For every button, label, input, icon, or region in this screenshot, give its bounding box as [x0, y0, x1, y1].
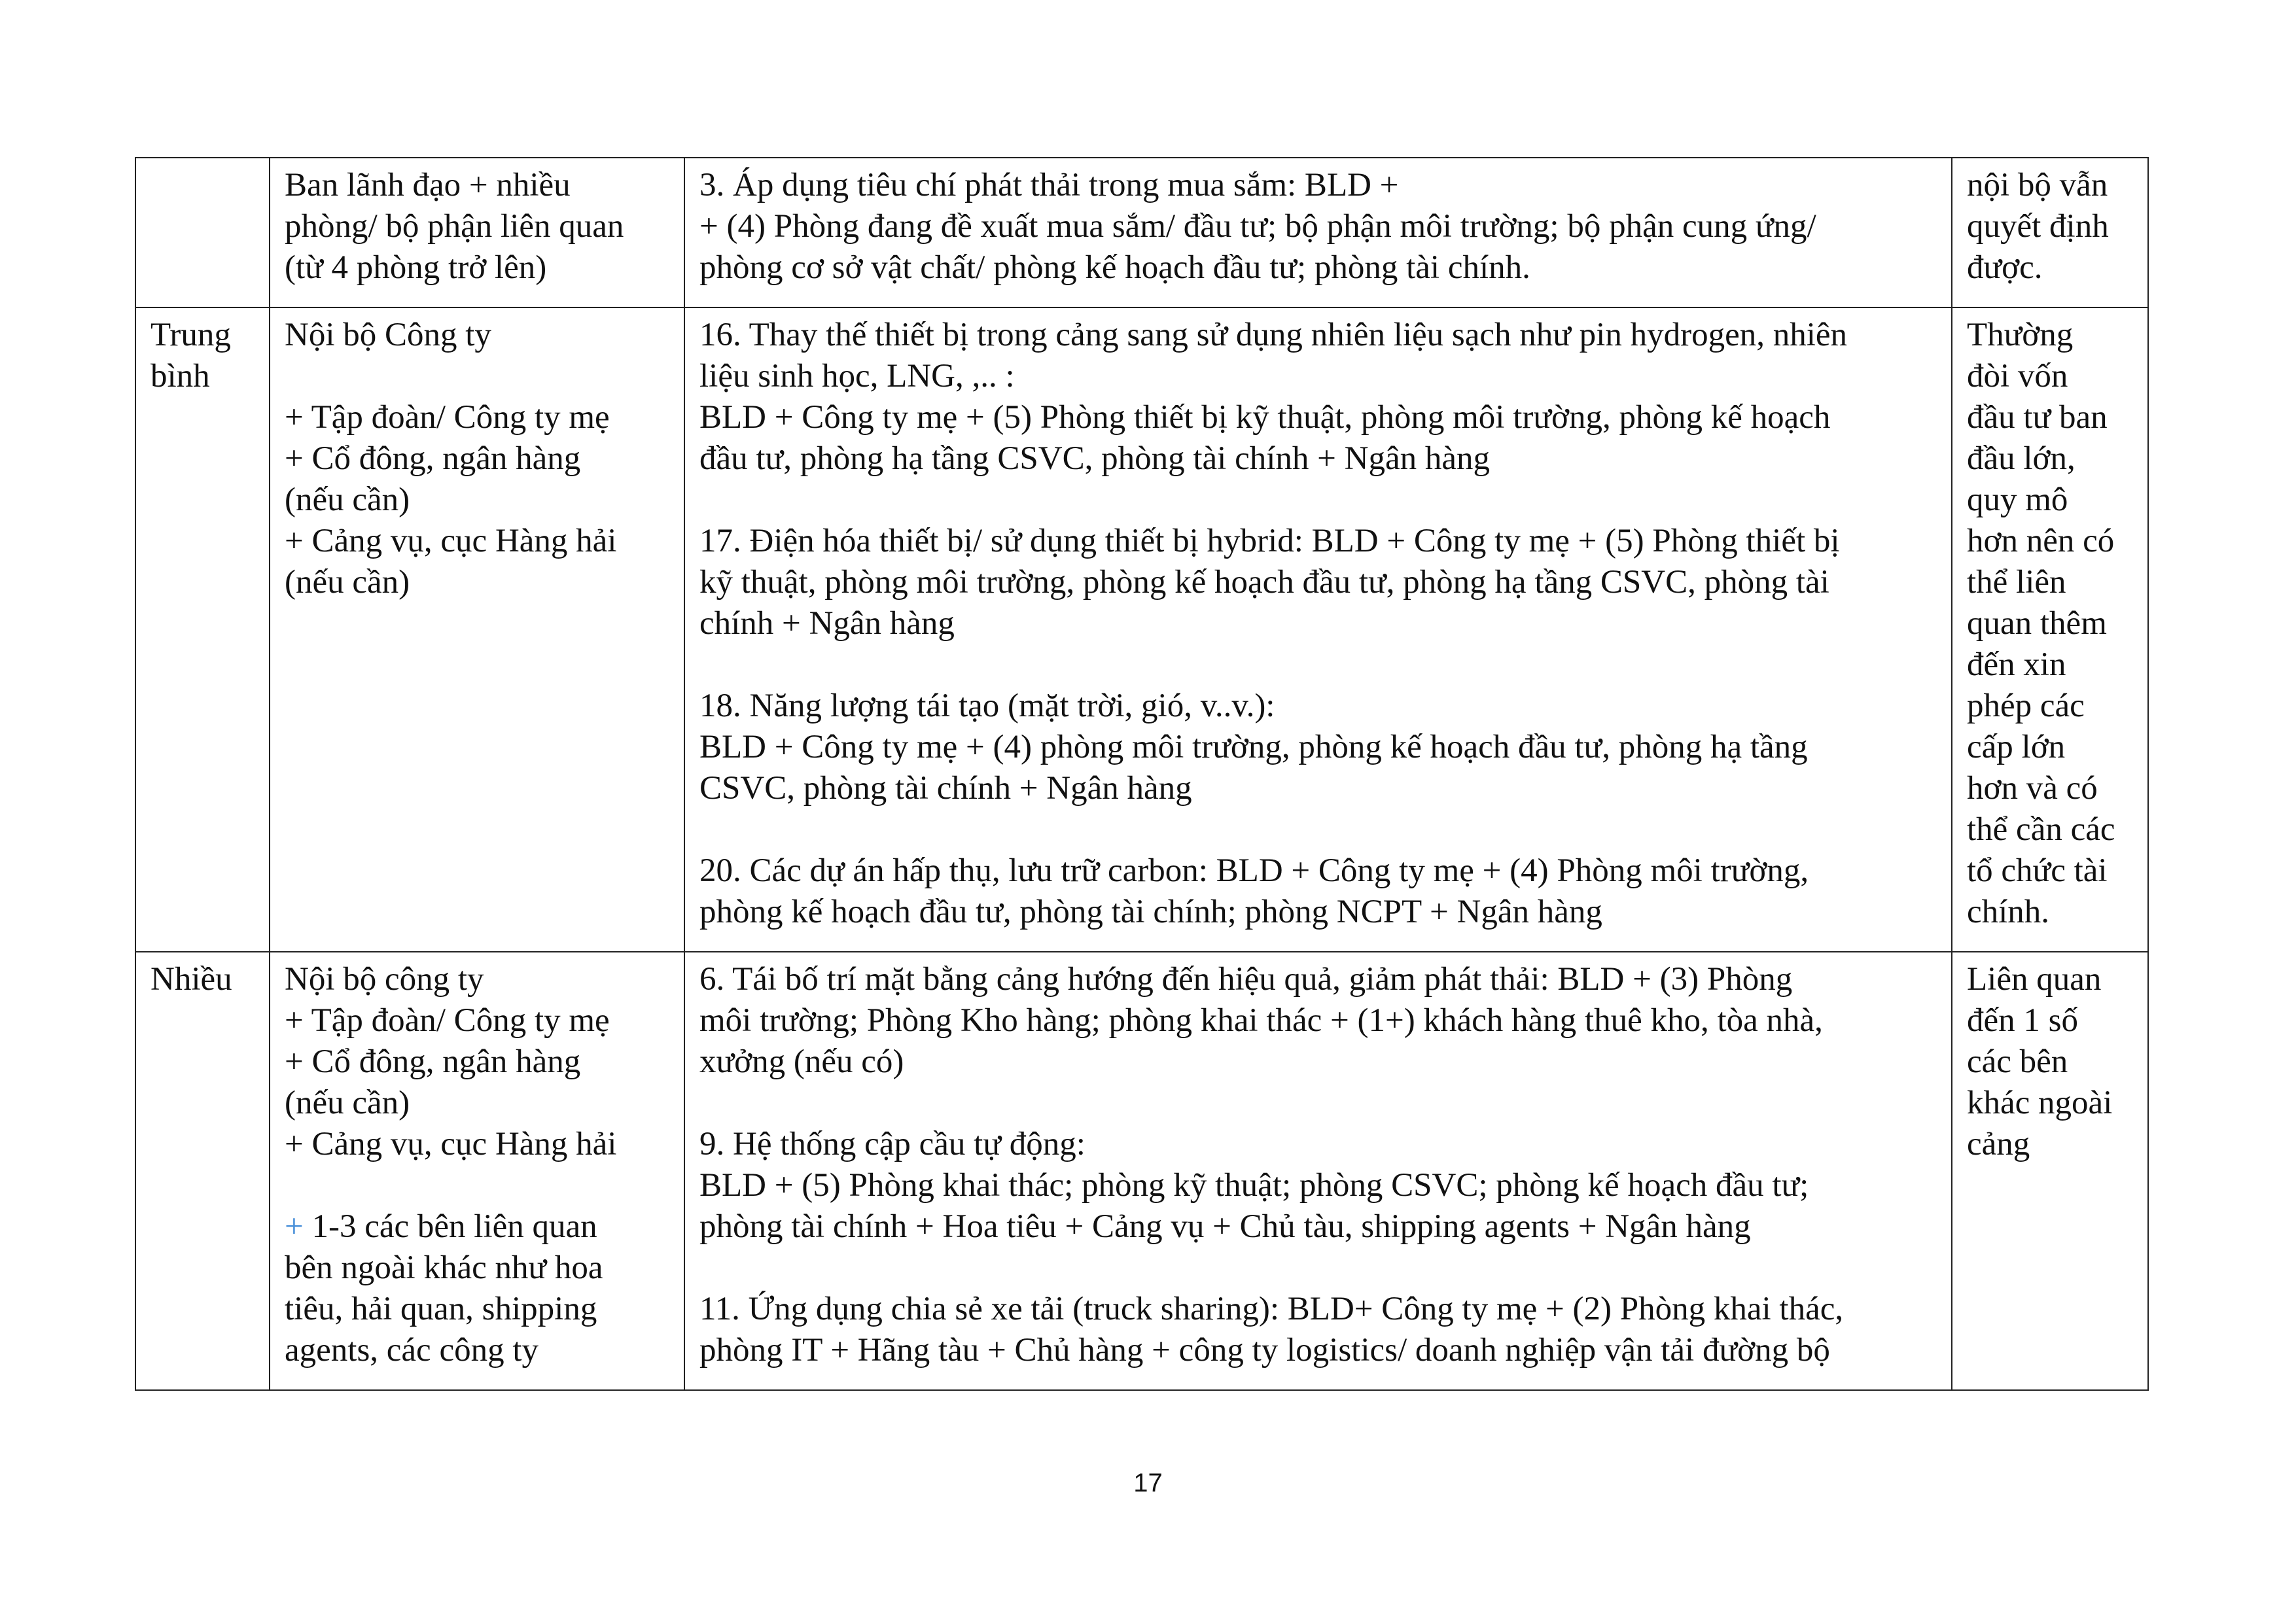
cell-line: + (4) Phòng đang đề xuất mua sắm/ đầu tư; bộ phận môi trường; bộ phận cung ứng/: [699, 208, 1816, 245]
cell-line: phòng tài chính + Hoa tiêu + Cảng vụ + Chủ tàu, shipping agents + Ngân hàng: [699, 1208, 1751, 1245]
cell-line: 3. Áp dụng tiêu chí phát thải trong mua sắm: BLD +: [699, 167, 1399, 203]
blank-line: [699, 480, 1937, 521]
cell-line: + Tập đoàn/ Công ty mẹ: [285, 399, 610, 436]
table-row: [135, 158, 2148, 307]
level-cell: [135, 307, 270, 952]
cell-line: được.: [1967, 249, 2043, 286]
cell-line: chính.: [1967, 894, 2050, 930]
blank-line: [285, 1165, 669, 1206]
actions-cell: [684, 307, 1952, 952]
level-cell: [135, 158, 270, 307]
cell-line: kỹ thuật, phòng môi trường, phòng kế hoạch đầu tư, phòng hạ tầng CSVC, phòng tài: [699, 564, 1829, 601]
cell-line: đầu lớn,: [1967, 440, 2075, 477]
cell-line: BLD + Công ty mẹ + (5) Phòng thiết bị kỹ thuật, phòng môi trường, phòng kế hoạch: [699, 399, 1831, 436]
cell-line: các bên: [1967, 1043, 2068, 1080]
cell-line: BLD + Công ty mẹ + (4) phòng môi trường, phòng kế hoạch đầu tư, phòng hạ tầng: [699, 729, 1808, 765]
note-cell: [1952, 952, 2148, 1390]
cell-line: + Cổ đông, ngân hàng: [285, 1043, 581, 1080]
cell-line: đến xin: [1967, 646, 2066, 683]
cell-line: phòng cơ sở vật chất/ phòng kế hoạch đầu tư; phòng tài chính.: [699, 249, 1530, 286]
cell-line: + Tập đoàn/ Công ty mẹ: [285, 1002, 610, 1039]
cell-line: môi trường; Phòng Kho hàng; phòng khai thác + (1+) khách hàng thuê kho, tòa nhà,: [699, 1002, 1823, 1039]
table-row: [135, 952, 2148, 1390]
cell-line: 9. Hệ thống cập cầu tự động:: [699, 1126, 1086, 1162]
cell-line: (từ 4 phòng trở lên): [285, 249, 547, 286]
cell-line: hơn và có: [1967, 770, 2098, 807]
cell-line: phòng kế hoạch đầu tư, phòng tài chính; phòng NCPT + Ngân hàng: [699, 894, 1602, 930]
cell-line: BLD + (5) Phòng khai thác; phòng kỹ thuật; phòng CSVC; phòng kế hoạch đầu tư;: [699, 1167, 1809, 1204]
cell-line: phép các: [1967, 688, 2085, 724]
cell-line: bên ngoài khác như hoa: [285, 1249, 603, 1286]
cell-line: tổ chức tài: [1967, 852, 2108, 889]
stakeholders-cell: [270, 307, 684, 952]
cell-line: Nhiều: [150, 961, 232, 998]
cell-text: 1-3 các bên liên quan: [303, 1208, 597, 1245]
cell-line: đầu tư ban: [1967, 399, 2108, 436]
cell-line: 11. Ứng dụng chia sẻ xe tải (truck sharing): BLD+ Công ty mẹ + (2) Phòng khai thác,: [699, 1291, 1844, 1327]
note-cell: [1952, 158, 2148, 307]
cell-line: 6. Tái bố trí mặt bằng cảng hướng đến hiệu quả, giảm phát thải: BLD + (3) Phòng: [699, 961, 1793, 998]
cell-line: đến 1 số: [1967, 1002, 2078, 1039]
actions-cell: [684, 952, 1952, 1390]
cell-line: [285, 1206, 669, 1248]
cell-line: Nội bộ Công ty: [285, 317, 491, 353]
cell-line: Ban lãnh đạo + nhiều: [285, 167, 571, 203]
note-cell: [1952, 307, 2148, 952]
cell-line: quan thêm: [1967, 605, 2107, 642]
cell-line: quy mô: [1967, 481, 2068, 518]
cell-line: CSVC, phòng tài chính + Ngân hàng: [699, 770, 1192, 807]
cell-line: + Cảng vụ, cục Hàng hải: [285, 523, 617, 559]
actions-cell: [684, 158, 1952, 307]
cell-line: đòi vốn: [1967, 358, 2068, 394]
cell-line: tiêu, hải quan, shipping: [285, 1291, 597, 1327]
cell-line: hơn nên có: [1967, 523, 2115, 559]
cell-line: cấp lớn: [1967, 729, 2066, 765]
cell-line: + Cảng vụ, cục Hàng hải: [285, 1126, 617, 1162]
cell-line: (nếu cần): [285, 1085, 410, 1121]
stakeholders-cell: [270, 158, 684, 307]
cell-line: Trung: [150, 317, 231, 353]
blank-line: [699, 1083, 1937, 1124]
blank-line: [699, 1248, 1937, 1289]
table-row: [135, 307, 2148, 952]
cell-line: 16. Thay thế thiết bị trong cảng sang sử dụng nhiên liệu sạch như pin hydrogen, nhiên: [699, 317, 1848, 353]
cell-line: thể liên: [1967, 564, 2066, 601]
cell-line: chính + Ngân hàng: [699, 605, 955, 642]
cell-line: Nội bộ công ty: [285, 961, 484, 998]
cell-line: 20. Các dự án hấp thụ, lưu trữ carbon: BLD + Công ty mẹ + (4) Phòng môi trường,: [699, 852, 1809, 889]
stakeholder-table: [135, 157, 2149, 1391]
cell-line: 17. Điện hóa thiết bị/ sử dụng thiết bị hybrid: BLD + Công ty mẹ + (5) Phòng thiết bị: [699, 523, 1840, 559]
cell-line: thể cần các: [1967, 811, 2115, 848]
cell-line: bình: [150, 358, 210, 394]
page-number: 17: [1133, 1469, 1163, 1497]
cell-line: nội bộ vẫn: [1967, 167, 2108, 203]
cell-line: Liên quan: [1967, 961, 2102, 998]
cell-line: cảng: [1967, 1126, 2030, 1162]
cell-line: agents, các công ty: [285, 1332, 539, 1369]
stakeholders-cell: [270, 952, 684, 1390]
cell-line: phòng IT + Hãng tàu + Chủ hàng + công ty logistics/ doanh nghiệp vận tải đường bộ: [699, 1332, 1830, 1369]
blank-line: [285, 356, 669, 397]
cell-line: (nếu cần): [285, 564, 410, 601]
cell-line: liệu sinh học, LNG, ,.. :: [699, 358, 1015, 394]
cell-line: (nếu cần): [285, 481, 410, 518]
cell-line: quyết định: [1967, 208, 2109, 245]
blank-line: [699, 644, 1937, 686]
cell-line: xưởng (nếu có): [699, 1043, 904, 1080]
cell-line: 18. Năng lượng tái tạo (mặt trời, gió, v..v.):: [699, 688, 1275, 724]
cell-line: Thường: [1967, 317, 2074, 353]
cell-line: đầu tư, phòng hạ tầng CSVC, phòng tài chính + Ngân hàng: [699, 440, 1491, 477]
level-cell: [135, 952, 270, 1390]
cell-line: khác ngoài: [1967, 1085, 2113, 1121]
blank-line: [699, 809, 1937, 850]
plus-sign: +: [285, 1208, 304, 1245]
cell-line: + Cổ đông, ngân hàng: [285, 440, 581, 477]
cell-line: phòng/ bộ phận liên quan: [285, 208, 624, 245]
